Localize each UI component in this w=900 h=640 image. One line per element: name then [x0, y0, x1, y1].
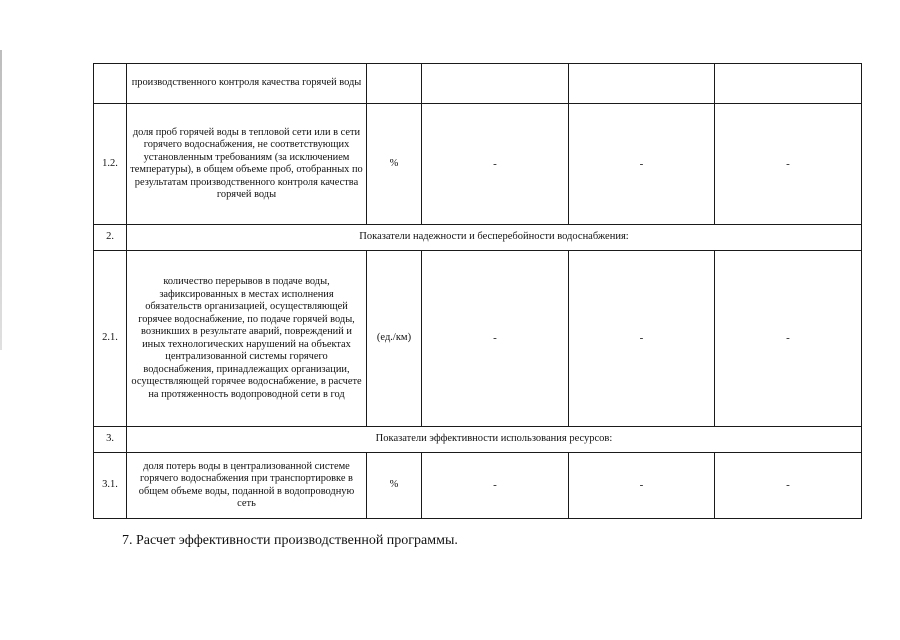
- table-row: [94, 251, 862, 427]
- section-heading: 7. Расчет эффективности производственной программы.: [122, 533, 458, 548]
- row-number: 2.1.: [94, 251, 127, 427]
- scan-page-edge: [0, 50, 2, 350]
- indicator-description: количество перерывов в подаче воды, зафиксированных в местах исполнения обязательств организацией, осуществляющей горячее водоснабжение, по подаче горячей воды, возникших в результате аварий, повреждений и иных технологических нарушений на объектах централизованной системы горячего водоснабжения, принадлежащих организации, осуществляющей горячее водоснабжение, в расчете на протяженность водопроводной сети в год: [127, 251, 367, 427]
- section-row: [94, 225, 862, 251]
- value-cell: -: [422, 251, 569, 427]
- section-number: 2.: [94, 225, 127, 251]
- row-number: 1.2.: [94, 104, 127, 225]
- value-cell: -: [569, 104, 715, 225]
- value-cell: -: [422, 104, 569, 225]
- row-number: [94, 64, 127, 104]
- indicator-description: доля потерь воды в централизованной системе горячего водоснабжения при транспортировке в общем объеме воды, поданной в водопроводную сеть: [127, 453, 367, 519]
- value-cell: -: [569, 453, 715, 519]
- unit-cell: (ед./км): [367, 251, 422, 427]
- indicators-table: [93, 63, 862, 519]
- value-cell: -: [715, 251, 862, 427]
- value-cell: -: [569, 251, 715, 427]
- value-cell: [569, 64, 715, 104]
- section-title: Показатели надежности и бесперебойности водоснабжения:: [127, 225, 862, 251]
- value-cell: [715, 64, 862, 104]
- table-row: [94, 64, 862, 104]
- row-number: 3.1.: [94, 453, 127, 519]
- section-number: 3.: [94, 427, 127, 453]
- table-row: [94, 453, 862, 519]
- section-title: Показатели эффективности использования ресурсов:: [127, 427, 862, 453]
- section-row: [94, 427, 862, 453]
- unit-cell: [367, 64, 422, 104]
- indicator-description: доля проб горячей воды в тепловой сети или в сети горячего водоснабжения, не соответствующих установленным требованиям (за исключением температуры), в общем объеме проб, отобранных по результатам производственного контроля качества горячей воды: [127, 104, 367, 225]
- table-row: [94, 104, 862, 225]
- unit-cell: %: [367, 453, 422, 519]
- value-cell: [422, 64, 569, 104]
- value-cell: -: [715, 453, 862, 519]
- unit-cell: %: [367, 104, 422, 225]
- indicator-description: производственного контроля качества горячей воды: [127, 64, 367, 104]
- value-cell: -: [715, 104, 862, 225]
- value-cell: -: [422, 453, 569, 519]
